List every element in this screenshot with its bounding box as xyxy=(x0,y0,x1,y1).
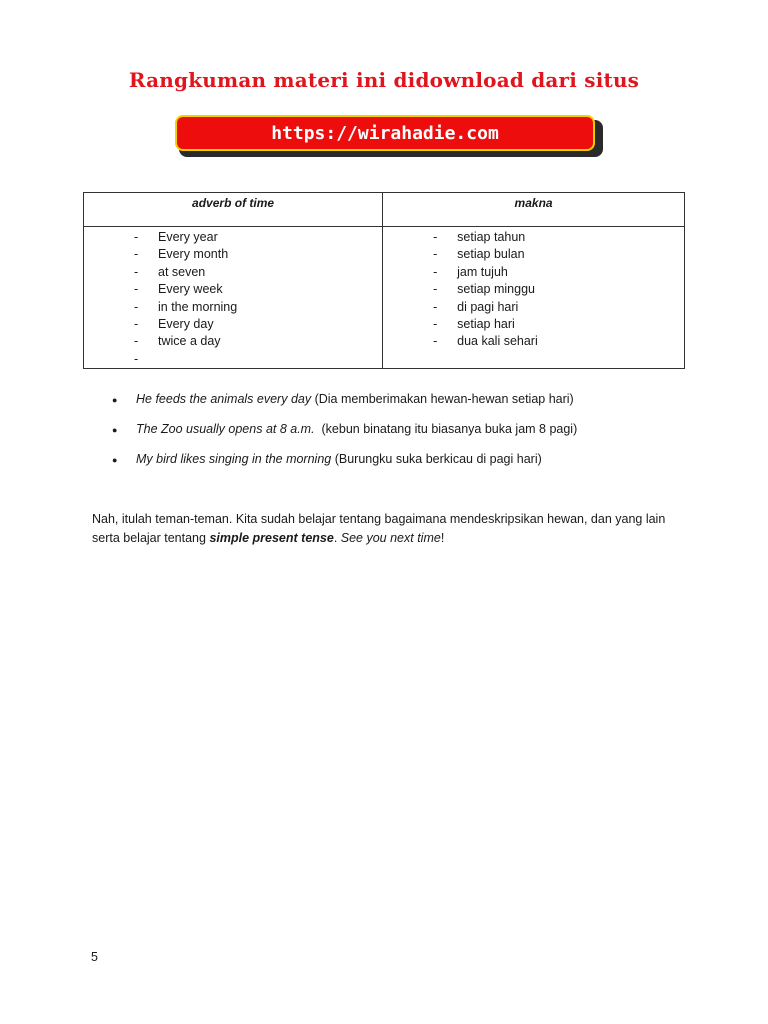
list-item: - at seven xyxy=(134,264,382,281)
list-item: - Every year xyxy=(134,229,382,246)
bullet-icon: ● xyxy=(112,395,118,405)
url-link[interactable]: https://wirahadie.com xyxy=(271,122,499,144)
example-item xyxy=(112,452,577,482)
list-item: - setiap tahun xyxy=(433,229,684,246)
adverb-table xyxy=(83,192,685,369)
url-banner[interactable] xyxy=(175,115,603,157)
list-item: - twice a day xyxy=(134,333,382,350)
example-english: My bird likes singing in the morning xyxy=(136,452,332,466)
example-item xyxy=(112,422,577,452)
example-translation: (Dia memberimakan hewan-hewan setiap hari) xyxy=(311,392,574,406)
list-item: - dua kali sehari xyxy=(433,333,684,350)
list-item: - Every month xyxy=(134,246,382,263)
closing-text: Nah, itulah teman-teman. Kita sudah belajar tentang bagaimana mendeskripsikan hewan, dan yang lain serta belajar tentang xyxy=(92,512,666,545)
header-makna: makna xyxy=(383,193,685,227)
meaning-list xyxy=(383,229,684,351)
example-sentences xyxy=(112,392,577,482)
url-banner-face[interactable] xyxy=(175,115,595,151)
list-item: - Every week xyxy=(134,281,382,298)
closing-text-3: ! xyxy=(440,531,445,545)
example-english: He feeds the animals every day xyxy=(136,392,312,406)
list-item: - setiap hari xyxy=(433,316,684,333)
list-item: - jam tujuh xyxy=(433,264,684,281)
bullet-icon: ● xyxy=(112,455,118,465)
header-adverb-of-time: adverb of time xyxy=(84,193,383,227)
list-item: - di pagi hari xyxy=(433,299,684,316)
list-item: - Every day xyxy=(134,316,382,333)
list-item: - setiap minggu xyxy=(433,281,684,298)
banner-title: Rangkuman materi ini didownload dari situs xyxy=(128,68,640,92)
example-item xyxy=(112,392,577,422)
list-item: - setiap bulan xyxy=(433,246,684,263)
example-english: The Zoo usually opens at 8 a.m. xyxy=(136,422,315,436)
list-item xyxy=(134,351,382,368)
example-translation: (kebun binatang itu biasanya buka jam 8 pagi) xyxy=(314,422,578,436)
adverb-list xyxy=(84,229,382,368)
bullet-icon: ● xyxy=(112,425,118,435)
adverb-cell xyxy=(84,227,383,369)
list-item: - in the morning xyxy=(134,299,382,316)
closing-paragraph xyxy=(92,510,692,548)
closing-farewell: See you next time xyxy=(340,531,441,545)
closing-text-2: . xyxy=(333,531,341,545)
closing-term: simple present tense xyxy=(209,531,334,545)
page-number: 5 xyxy=(91,950,98,964)
meaning-cell xyxy=(383,227,685,369)
example-translation: (Burungku suka berkicau di pagi hari) xyxy=(331,452,542,466)
